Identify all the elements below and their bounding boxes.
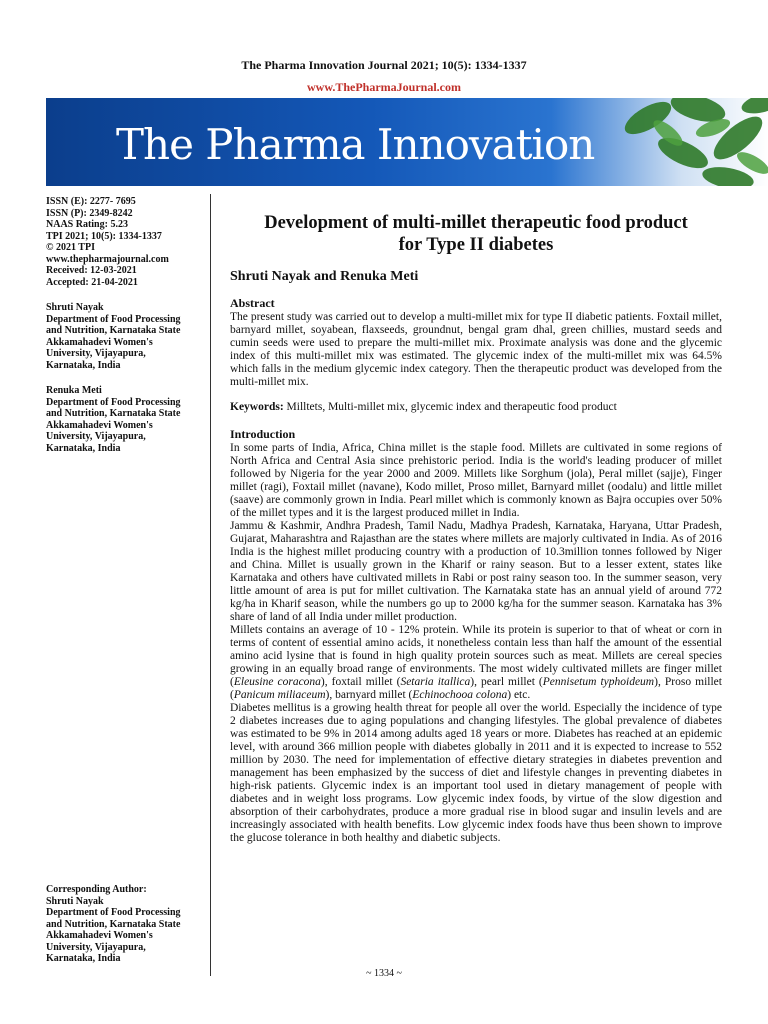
intro-paragraph-1: In some parts of India, Africa, China millet is the staple food. Millets are cultivated in some regions of North Africa and Central Asia since prehistoric period. India is the world's leading producer of millet followed by Nigeria for the year 2000 and 2009. Millets like Sorghum (jola), Peral millet (sajje), Finger millet (ragi), Foxtail millet (navane), Kodo millet, Proso millet, Barnyard millet (oodalu) and little millet (saave) are commonly grown in India. Pearl millet which is commonly known as Bajra occupies over 50% of the millet types and it is the largest produced millet in India. [230,442,722,519]
article-authors: Shruti Nayak and Renuka Meti [230,269,419,284]
author-affiliation-line: Akkamahadevi Women's [46,336,153,348]
corresponding-name: Shruti Nayak [46,895,104,907]
title-line: for Type II diabetes [398,235,554,255]
journal-url[interactable]: www.ThePharmaJournal.com [307,80,461,94]
species-name: Eleusine coracona [233,676,321,688]
text-run: Millets contains an average of 10 - 12% protein. While its protein is superior to that of wheat or corn in terms of content of essential amino acids, it nonetheless contain less than half the amount of the essential amino acid lysine that is found in high quality protein sources such as meat. Millets are cereal species growing in an equally broad range of environments. The most widely cultivated millets are finger millet ( [230,624,722,688]
author-affiliation-line: Karnataka, India [46,442,121,454]
leaves-icon [588,98,768,186]
text-run: ), foxtail millet ( [320,676,401,688]
banner-title: The Pharma Innovation [116,120,595,169]
text-run: ), Proso millet ( [230,676,722,701]
intro-paragraph-3 [230,624,722,702]
keywords-label: Keywords: [230,401,284,413]
introduction-heading: Introduction [230,427,296,441]
title-line: Development of multi-millet therapeutic food product [264,213,688,233]
journal-citation: The Pharma Innovation Journal 2021; 10(5): 1334-1337 [241,58,527,72]
article-main [230,212,722,845]
article-meta [46,196,208,288]
author-affiliation-line: and Nutrition, Karnataka State [46,325,181,336]
intro-paragraph-2: Jammu & Kashmir, Andhra Pradesh, Tamil Nadu, Madhya Pradesh, Karnataka, Haryana, Uttar Pradesh, Gujarat, Maharashtra and Rajasthan are the states where millets are majorly cultivated in India. As of 2016 India is the highest millet producing country with a production of 10.3million tonnes followed by Niger and China. Millet is usually grown in the Kharif or rainy season. But to a lesser extent, states like Karnataka and others have cultivated millets in Rabi or post rainy season too. In the summer season, very little amount of area is put for millet cultivation. The Karnataka state has an annual yield of around 772 kg/ha in Kharif season, while the numbers go up to 2000 kg/ha for the summer season. Karnataka has 3% share of land of all India under millet production. [230,520,722,623]
author-block-2 [46,385,208,454]
journal-banner [46,98,768,186]
author-block-1 [46,302,208,371]
received-date: Received: 12-03-2021 [46,265,137,276]
corresponding-affiliation-line: Department of Food Processing [46,907,181,918]
author-name: Renuka Meti [46,385,102,396]
intro-paragraph-4: Diabetes mellitus is a growing health threat for people all over the world. Especially the incidence of type 2 diabetes increases due to aging populations and changing lifestyles. The global prevalence of diabetes was estimated to be 9% in 2014 among adults aged 18 years or more. Diabetes has reached at an epidemic level, with around 366 million people with diabetes globally in 2011 and it is expected to increase to 552 million by 2030. The need for implementation of effective dietary strategies in diabetes prevention and management has been emphasized by the success of diet and lifestyle changes in preventing diabetes in high-risk patients. Glycemic index is an important tool used in dietary management of people with diabetes and in weight loss programs. Low glycemic index foods, by virtue of the slow digestion and absorption of their carbohydrates, produce a more gradual rise in blood sugar and insulin levels and are increasingly associated with health benefits. Low glycemic index foods have thus been shown to improve the glucose tolerance in both healthy and diabetic subjects. [230,702,722,844]
author-affiliation-line: University, Vijayapura, [46,348,146,359]
accepted-date: Accepted: 21-04-2021 [46,276,138,288]
corresponding-label: Corresponding Author: [46,884,147,895]
corresponding-affiliation-line: and Nutrition, Karnataka State [46,918,181,930]
author-affiliation-line: Karnataka, India [46,359,121,371]
tpi-volume: TPI 2021; 10(5): 1334-1337 [46,230,162,242]
species-name: Echinochooa colona [412,689,508,701]
species-name: Setaria itallica [400,676,471,688]
author-affiliation-line: University, Vijayapura, [46,431,146,442]
author-affiliation-line: Department of Food Processing [46,313,181,325]
author-affiliation-line: Department of Food Processing [46,396,181,408]
issn-e: ISSN (E): 2277- 7695 [46,196,136,207]
corresponding-author [46,884,208,965]
text-run: ), barnyard millet ( [325,689,413,701]
copyright: © 2021 TPI [46,242,95,253]
author-affiliation-line: and Nutrition, Karnataka State [46,408,181,419]
sidebar [46,196,208,454]
column-divider [210,194,211,976]
species-name: Pennisetum typhoideum [542,676,655,688]
text-run: ) etc. [507,689,531,701]
abstract-text: The present study was carried out to develop a multi-millet mix for type II diabetic patients. Foxtail millet, barnyard millet, soyabean, flaxseeds, groundnut, bengal gram dhal, green chillies, mustard seeds and cumin seeds were used to prepare the multi-millet mix. Proximate analysis was done and the glycemic index of this multi-millet mix was estimated. The glycemic index of the multi-millet mix was 64.5% which falls in the medium glycemic index category. Then the therapeutic product was developed from the multi-millet mix. [230,311,722,388]
text-run: ), pearl millet ( [470,676,543,688]
issn-p: ISSN (P): 2349-8242 [46,207,133,219]
naas-rating: NAAS Rating: 5.23 [46,219,128,230]
page-number: ~ 1334 ~ [366,968,402,979]
corresponding-affiliation-line: Karnataka, India [46,953,121,964]
corresponding-affiliation-line: University, Vijayapura, [46,941,146,953]
author-name: Shruti Nayak [46,302,104,313]
article-title [230,212,722,256]
keywords [230,401,722,414]
author-affiliation-line: Akkamahadevi Women's [46,419,153,431]
species-name: Panicum miliaceum [233,689,326,701]
abstract-heading: Abstract [230,296,275,310]
corresponding-affiliation-line: Akkamahadevi Women's [46,930,153,941]
keywords-text: Milltets, Multi-millet mix, glycemic index and therapeutic food product [286,401,617,413]
journal-website[interactable]: www.thepharmajournal.com [46,253,169,265]
